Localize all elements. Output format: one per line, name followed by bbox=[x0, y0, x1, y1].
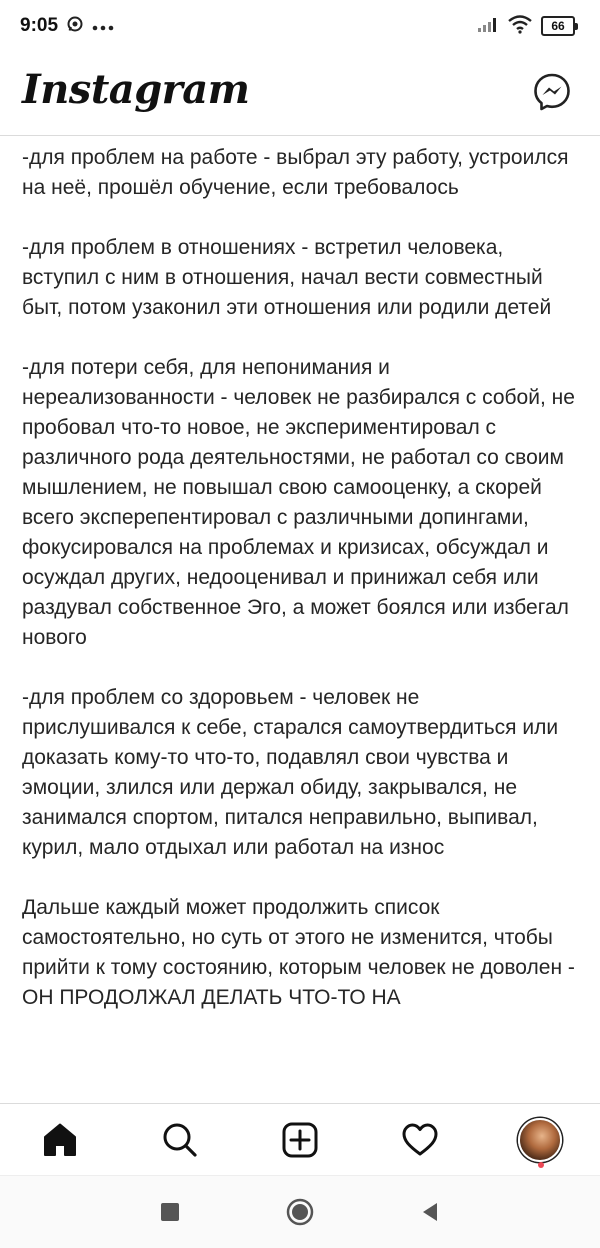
caption-paragraph-5: Дальше каждый может продолжить список самостоятельно, но суть от этого не изменится, чтобы прийти к тому состоянию, которым человек не доволен - ОН ПРОДОЛЖАЛ ДЕЛАТЬ ЧТО-ТО НА bbox=[22, 896, 575, 1009]
messenger-button[interactable] bbox=[532, 72, 572, 112]
system-home-button[interactable] bbox=[280, 1192, 320, 1232]
status-time: 9:05 bbox=[20, 15, 59, 36]
search-icon bbox=[161, 1121, 199, 1159]
activity-heart-icon bbox=[401, 1121, 439, 1159]
battery-tip bbox=[575, 23, 578, 30]
instagram-logo[interactable]: Instagram bbox=[22, 66, 250, 113]
nav-home[interactable] bbox=[30, 1110, 90, 1170]
back-button[interactable] bbox=[410, 1192, 450, 1232]
home-circle-icon bbox=[285, 1197, 315, 1227]
more-dots-icon bbox=[92, 16, 114, 37]
nav-profile[interactable] bbox=[510, 1110, 570, 1170]
nav-activity[interactable] bbox=[390, 1110, 450, 1170]
recents-square-icon bbox=[159, 1201, 181, 1223]
whatsapp-icon bbox=[66, 15, 84, 38]
nav-search[interactable] bbox=[150, 1110, 210, 1170]
post-caption bbox=[0, 137, 600, 1103]
caption-paragraph-4: -для проблем со здоровьем - человек не прислушивался к себе, старался самоутвердиться или доказать кому-то что-то, подавлял свои чувства и эмоции, злился или держал обиду, закрывался, не занимался спортом, питался неправильно, выпивал, курил, мало отдыхал или работал на износ bbox=[22, 686, 559, 859]
notification-dot bbox=[538, 1162, 544, 1168]
profile-avatar bbox=[518, 1118, 562, 1162]
recents-button[interactable] bbox=[150, 1192, 190, 1232]
app-header bbox=[0, 52, 600, 136]
status-right bbox=[477, 14, 578, 39]
status-bar bbox=[0, 0, 600, 52]
home-icon bbox=[41, 1121, 79, 1159]
battery-icon bbox=[541, 16, 578, 36]
nav-new-post[interactable] bbox=[270, 1110, 330, 1170]
battery-level: 66 bbox=[541, 16, 575, 36]
caption-paragraph-3: -для потери себя, для непонимания и нереализованности - человек не разбирался с собой, не пробовал что-то новое, не экспериментировал с различного рода деятельностями, не работал со своим мышлением, не повышал свою самооценку, а скорей всего эксперепентировал с различными допингами, фокусировался на проблемах и кризисах, обсуждал и осуждал других, недооценивал и принижал себя или раздувал собственное Эго, а может боялся или избегал нового bbox=[22, 356, 575, 649]
wifi-icon bbox=[507, 14, 533, 39]
messenger-icon bbox=[532, 72, 572, 112]
status-left bbox=[20, 15, 114, 38]
bottom-nav bbox=[0, 1103, 600, 1175]
new-post-icon bbox=[281, 1121, 319, 1159]
system-nav-bar bbox=[0, 1175, 600, 1248]
signal-icon bbox=[477, 15, 499, 38]
back-triangle-icon bbox=[419, 1201, 441, 1223]
caption-paragraph-2: -для проблем в отношениях - встретил человека, вступил с ним в отношения, начал вести совместный быт, потом узаконил эти отношения или родили детей bbox=[22, 236, 552, 319]
caption-paragraph-1: -для проблем на работе - выбрал эту работу, устроился на неё, прошёл обучение, если требовалось bbox=[22, 146, 569, 199]
